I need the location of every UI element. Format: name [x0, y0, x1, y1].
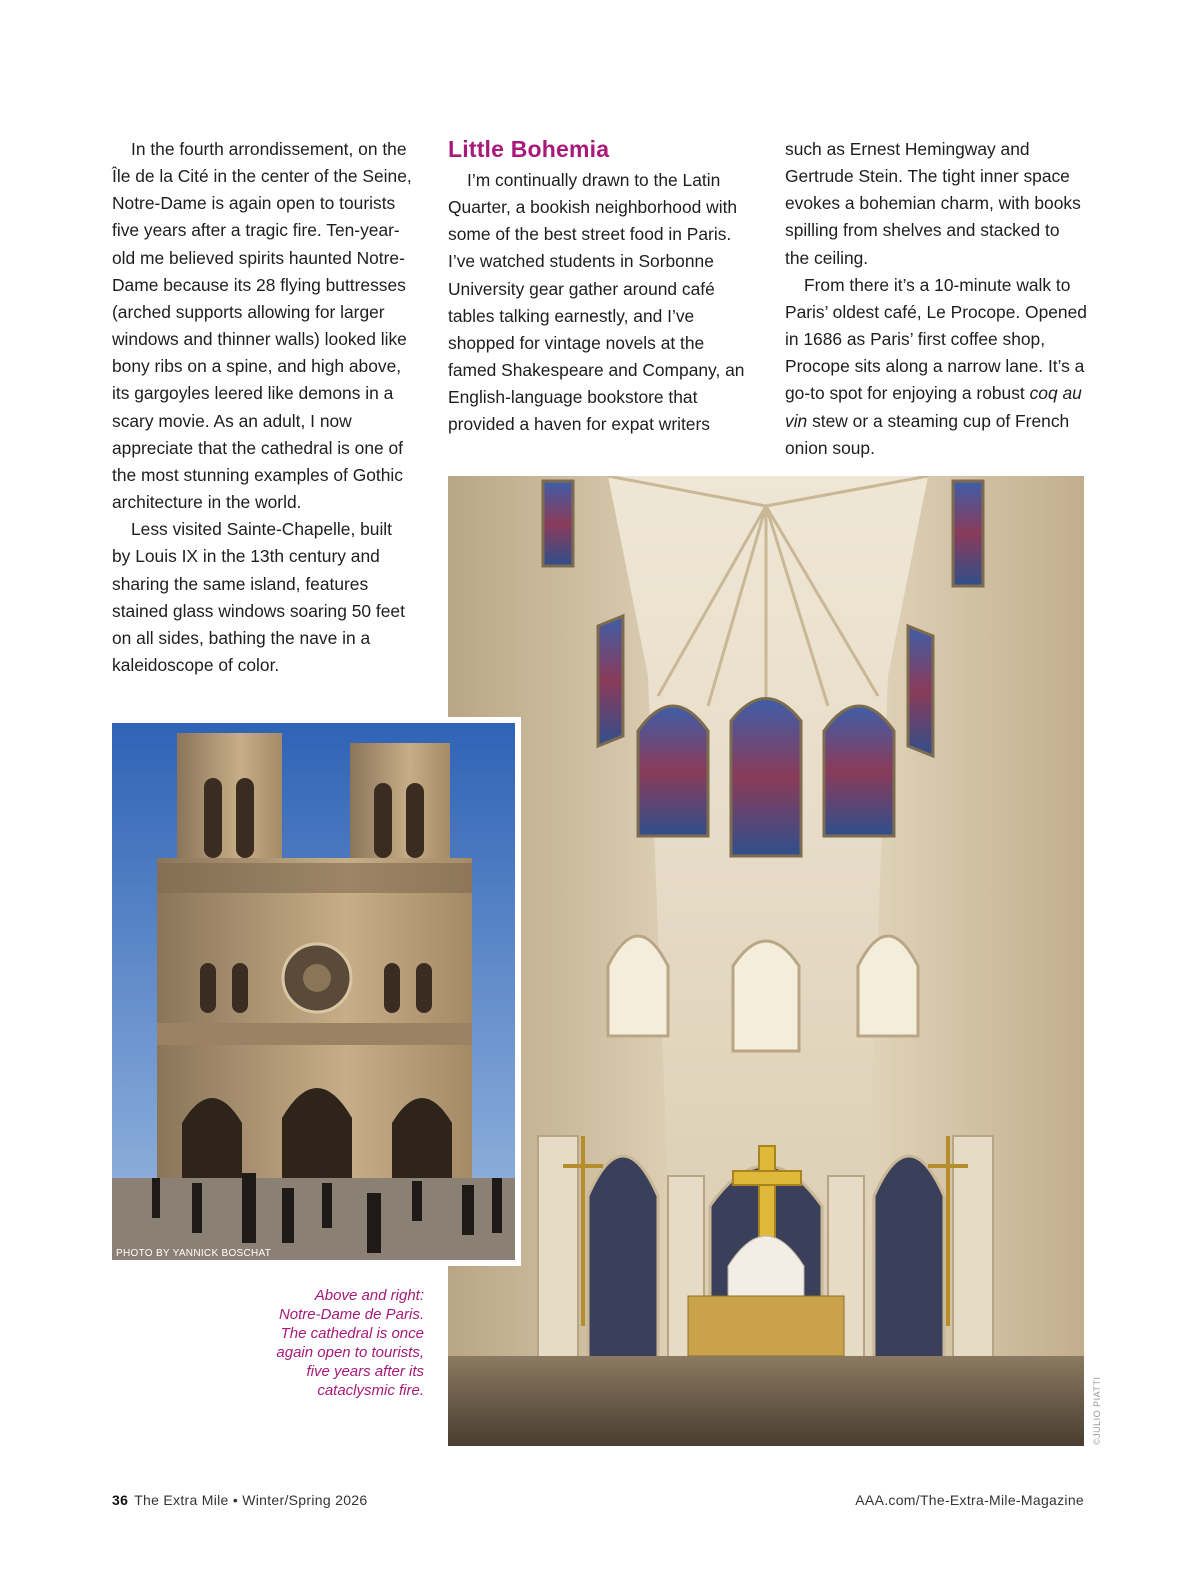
- procope-text-start: From there it’s a 10-minute walk to Paris’ oldest café, Le Procope. Opened in 1686 as Paris’ first coffee shop, Procope sits along a narrow lane. It’s a go-to spot for enjoying a robust: [785, 274, 1087, 404]
- gallery-of-kings: [157, 1023, 472, 1045]
- paragraph-continuation: such as Ernest Hemingway and Gertrude Stein. The tight inner space evokes a bohemian charm, with books spilling from shelves and stacked to the ceiling.: [785, 139, 1081, 268]
- caption-line: Above and right:: [314, 1287, 424, 1304]
- photo-caption: [236, 1286, 424, 1400]
- section-heading: Little Bohemia: [448, 136, 610, 162]
- dish-name: coq au vin: [785, 383, 1082, 431]
- altar: [688, 1296, 844, 1356]
- cathedral-facade-photo: [106, 717, 521, 1266]
- paragraph-latin-quarter: I’m continually drawn to the Latin Quarter, a bookish neighborhood with some of the best street food in Paris. I’ve watched students in Sorbonne University gear gather around café tables talking earnestly, and I’ve shopped for vintage novels at the famed Shakespeare and Company, an English-language bookstore that provided a haven for expat writers: [448, 170, 745, 435]
- article-column-2: [448, 134, 748, 439]
- paragraph-notre-dame: In the fourth arrondissement, on the Île de la Cité in the center of the Seine, Notre-Dame is again open to tourists five years after a tragic fire. Ten-year-old me believed spirits haunted Notre-Dame because its 28 flying buttresses (arched supports allowing for larger windows and thinner walls) looked like bony ribs on a spine, and high above, its gargoyles leered like demons in a scary movie. As an adult, I now appreciate that the cathedral is one of the most stunning examples of Gothic architecture in the world.: [112, 139, 412, 513]
- caption-line: Notre-Dame de Paris.: [278, 1306, 424, 1323]
- footer-url: AAA.com/The-Extra-Mile-Magazine: [855, 1492, 1084, 1508]
- interior-illustration: [448, 476, 1084, 1446]
- cathedral-interior-photo: [448, 476, 1084, 1446]
- lower-arches: [608, 936, 918, 1051]
- caption-line: five years after its: [306, 1363, 424, 1380]
- portals: [182, 1088, 452, 1183]
- floor: [448, 1356, 1084, 1446]
- paragraph-le-procope: [785, 272, 1087, 462]
- facade-photo-credit: PHOTO BY YANNICK BOSCHAT: [116, 1248, 272, 1259]
- page-number: 36: [112, 1492, 129, 1508]
- caption-line: cataclysmic fire.: [317, 1382, 424, 1399]
- caption-line: The cathedral is once: [280, 1325, 424, 1342]
- procope-text-end: stew or a steaming cup of French onion soup.: [785, 410, 1070, 458]
- article-column-3: [785, 136, 1087, 462]
- interior-photo-credit: ©JULIO PIATTI: [1092, 1376, 1102, 1445]
- caption-line: again open to tourists,: [276, 1344, 424, 1361]
- left-tower: [177, 733, 282, 863]
- footer-publication: [112, 1492, 367, 1508]
- publication-name: The Extra Mile • Winter/Spring 2026: [134, 1492, 368, 1508]
- paragraph-sainte-chapelle: Less visited Sainte-Chapelle, built by Louis IX in the 13th century and sharing the same island, features stained glass windows soaring 50 feet on all sides, bathing the nave in a kaleidoscope of color.: [112, 519, 405, 675]
- gallery: [157, 863, 472, 893]
- facade-illustration: [112, 723, 515, 1260]
- article-column-1: [112, 136, 412, 679]
- right-tower: [350, 743, 450, 863]
